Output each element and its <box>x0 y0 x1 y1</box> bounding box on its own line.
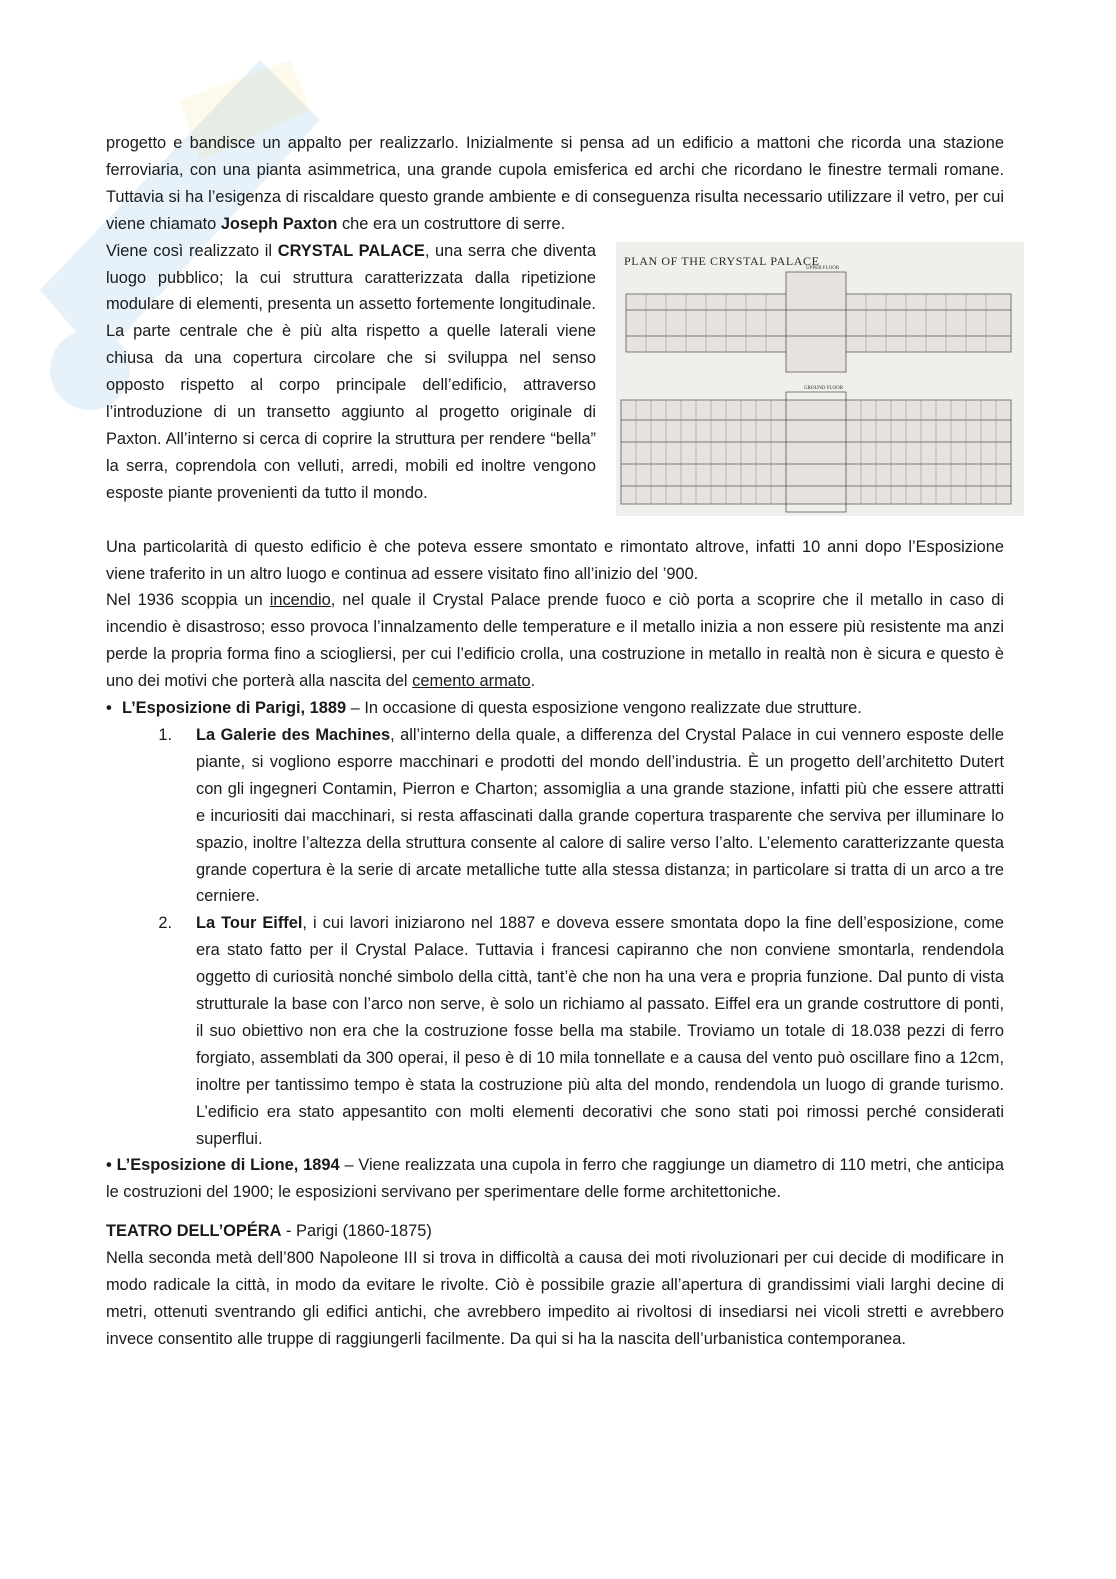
paragraph-napoleone: Nella seconda metà dell’800 Napoleone III si trova in difficoltà a causa dei moti rivoluzionari per cui decide di modificare in modo radicale la città, in modo da evitare le rivolte. Ciò è possibile grazie all’apertura di grandissimi viali larghi decine di metri, ottenuti sventrando gli edifici antichi, che avrebbero impedito ai rivoltosi di insediarsi nei vicoli stretti e avrebbero invece consentito alle truppe di raggiungerli facilmente. Da qui si ha la nascita dell’urbanistica contemporanea. <box>106 1249 1004 1348</box>
section-title-opera: TEATRO DELL’OPÉRA - Parigi (1860-1875) <box>106 1222 432 1241</box>
paragraph-intro: progetto e bandisce un appalto per realizzarlo. Inizialmente si pensa ad un edificio a mattoni che ricorda una stazione ferroviaria, con una pianta asimmetrica, una grande cupola emisferica ed archi che ricordano le finestre termali romane. Tuttavia si ha l’esigenza di riscaldare questo grande ambiente e di conseguenza risulta necessario utilizzare il vetro, per cui viene chiamato Joseph Paxton che era un costruttore di serre. <box>106 134 1004 233</box>
upper-floor-label: UPPER FLOOR <box>806 265 840 271</box>
crystal-palace-section <box>106 238 1004 534</box>
crystal-palace-plan-figure <box>616 242 1024 516</box>
floor-plan-drawing <box>616 242 1024 516</box>
numbered-list <box>106 722 1004 1153</box>
list-item-galerie: 1. La Galerie des Machines, all’interno della quale, a differenza del Crystal Palace in cui vennero esposte delle piante, si vogliono esporre macchinari e prodotti del mondo dell’industria. È un progetto dell’architetto Dutert con gli ingegneri Contamin, Pierron e Charton; assomiglia a una grande stazione, infatti più che essere attratti e incuriositi dai macchinari, si resta affascinati dalla grande copertura trasparente che serviva per illuminare lo spazio, inoltre l’altezza della struttura consente al calore di salire verso l’alto. L’elemento caratterizzante questa grande copertura è la serie di arcate metalliche tutte alla stessa distanza; in particolare si tratta di un arco a tre cerniere. <box>158 725 1005 906</box>
paragraph-crystal-palace: Viene così realizzato il CRYSTAL PALACE, una serra che diventa luogo pubblico; la cui struttura caratterizzata dalla ripetizione modulare di elementi, presenta un assetto fortemente longitudinale. La parte centrale che è più alta rispetto a quelle laterali viene chiusa da una copertura circolare che si sviluppa nel senso opposto rispetto al corpo principale dell’edificio, attraverso l’introduzione di un transetto aggiunto al progetto originale di Paxton. All’interno si cerca di coprire la struttura per rendere “bella” la serra, coprendola con velluti, arredi, mobili ed inoltre vengono esposte piante provenienti da tutto il mondo. <box>106 241 596 502</box>
document-page <box>106 130 1004 1353</box>
bullet-lione-1894: • L’Esposizione di Lione, 1894 – Viene realizzata una cupola in ferro che raggiunge un diametro di 110 metri, che anticipa le costruzioni del 1900; le esposizioni servivano per sperimentare delle forme architettoniche. <box>106 1156 1004 1202</box>
figure-title: PLAN OF THE CRYSTAL PALACE <box>624 253 820 268</box>
bullet-icon: • <box>106 1156 112 1175</box>
paragraph-fire: Nel 1936 scoppia un incendio, nel quale il Crystal Palace prende fuoco e ciò porta a scoprire che il metallo in caso di incendio è disastroso; esso provoca l’innalzamento delle temperature e il metallo inizia a non essere più resistente ma anzi perde la propria forma fino a sciogliersi, per cui l’edificio crolla, una costruzione in metallo in realtà non è sicura e questo è uno dei motivi che porterà alla nascita del cemento armato. <box>106 591 1004 691</box>
bullet-paris-1889: • L’Esposizione di Parigi, 1889 – In occasione di questa esposizione vengono realizzate due strutture. <box>106 695 1004 722</box>
ground-floor-label: GROUND FLOOR <box>804 385 844 391</box>
bullet-icon: • <box>106 699 112 718</box>
paragraph-dismantled: Una particolarità di questo edificio è che poteva essere smontato e rimontato altrove, infatti 10 anni dopo l’Esposizione viene traferito in un altro luogo e continua ad essere visitato fino all’inizio del ’900. <box>106 537 1004 583</box>
list-item-tour-eiffel: 2. La Tour Eiffel, i cui lavori iniziarono nel 1887 e doveva essere smontata dopo la fine dell’esposizione, come era stato fatto per il Crystal Palace. Tuttavia i francesi capiranno che non conviene smontarla, rendendola oggetto di curiosità nonché simbolo della città, tant’è che non ha una vera e propria funzione. Dal punto di vista strutturale la base con l’arco non serve, è solo un richiamo al passato. Eiffel era un grande costruttore di ponti, il suo obiettivo non era che la costruzione fosse bella ma stabile. Troviamo un totale di 18.038 pezzi di ferro forgiato, assemblati da 300 operai, il peso è di 10 mila tonnellate e a causa del vento può oscillare fino a 12cm, inoltre per tantissimo tempo è stata la costruzione più alta del mondo, rendendola un luogo di grande turismo. L’edificio era stato appesantito con molti elementi decorativi che sono stati poi rimossi perché considerati superflui. <box>158 914 1004 1148</box>
